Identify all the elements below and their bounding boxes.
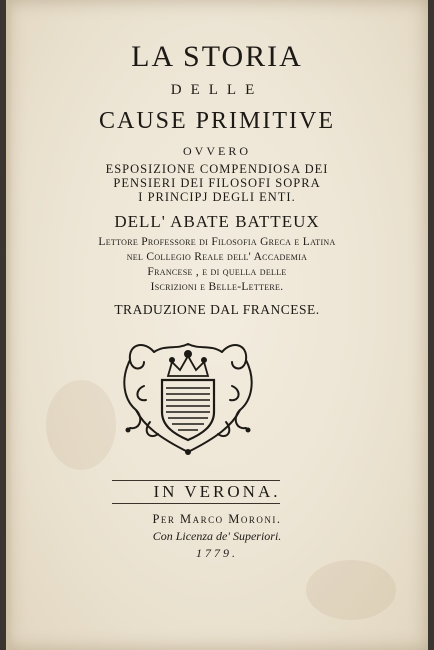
paper-stain	[306, 560, 396, 620]
title-line-2: DELLE	[170, 82, 264, 98]
author-description-line-3: Francese , e di quella delle	[147, 266, 287, 278]
author-name: DELL' ABATE BATTEUX	[114, 212, 320, 231]
imprint-year: 1779.	[196, 546, 238, 560]
title-line-3: CAUSE PRIMITIVE	[98, 108, 335, 134]
top-rule	[112, 480, 280, 481]
title-line-4: OVVERO	[183, 144, 251, 158]
imprint-place: IN VERONA.	[153, 482, 281, 501]
subtitle-line-3: I PRINCIPJ DEGLI ENTI.	[138, 190, 296, 204]
author-description-line-1: Lettore Professore di Filosofia Greca e Latina	[98, 236, 336, 248]
paper-stain	[46, 380, 116, 470]
author-description-line-2: nel Collegio Reale dell' Accademia	[126, 251, 308, 263]
author-description-line-4: Iscrizioni e Belle-Lettere.	[150, 281, 284, 293]
subtitle-line-1: ESPOSIZIONE COMPENDIOSA DEI	[105, 162, 329, 176]
subtitle-line-2: PENSIERI DEI FILOSOFI SOPRA	[113, 176, 321, 190]
printers-ornament-icon	[114, 330, 262, 460]
imprint-printer: Per Marco Moroni.	[152, 512, 282, 526]
title-line-1: LA STORIA	[131, 40, 303, 73]
translation-note: TRADUZIONE DAL FRANCESE.	[114, 302, 320, 317]
bottom-rule	[112, 503, 280, 504]
imprint-license: Con Licenza de' Superiori.	[152, 529, 282, 543]
title-page	[6, 0, 428, 650]
